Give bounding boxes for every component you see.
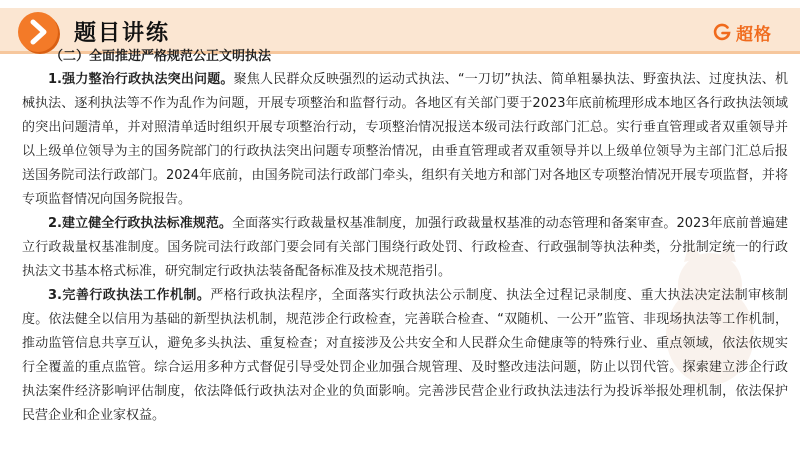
paragraph-2: [22, 212, 788, 284]
paragraph-1-body: 聚焦人民群众反映强烈的运动式执法、“一刀切”执法、简单粗暴执法、野蛮执法、过度执法、机械执法、逐利执法等不作为乱作为问题，开展专项整治和监督行动。各地区有关部门要于2023年底前梳理形成本地区各行政执法领域的突出问题清单，并对照清单适时组织开展专项整治行动，专项整治情况报送本级司法行政部门汇总。实行垂直管理或者双重领导并以上级单位领导为主的国务院部门的行政执法突出问题专项整治情况，由垂直管理或者双重领导并以上级单位领导为主部门汇总后报送国务院司法行政部门。2024年底前，由国务院司法行政部门牵头，组织有关地方和部门对各地区专项整治情况开展专项监督，并将专项监督情况向国务院报告。: [22, 72, 788, 207]
paragraph-2-body: 全面落实行政裁量权基准制度，加强行政裁量权基准的动态管理和备案审查。2023年底前普遍建立行政裁量权基准制度。国务院司法行政部门要会同有关部门围绕行政处罚、行政检查、行政强制等执法种类，分批制定统一的行政执法文书基本格式标准，研究制定行政执法装备配备标准及技术规范指引。: [22, 216, 789, 279]
content-body: [22, 46, 788, 428]
paragraph-3-lead: 3.完善行政执法工作机制。: [48, 288, 211, 303]
section-heading: （二）全面推进严格规范公正文明执法: [50, 49, 272, 64]
paragraph-3: [22, 284, 788, 428]
paragraph-3-body: 严格行政执法程序，全面落实行政执法公示制度、执法全过程记录制度、重大执法决定法制审核制度。依法健全以信用为基础的新型执法机制，规范涉企行政检查，完善联合检查、“双随机、一公开”监管、非现场执法等工作机制，推动监管信息共享互认，避免多头执法、重复检查；对直接涉及公共安全和人民群众生命健康等的特殊行业、重点领域，依法依规实行全覆盖的重点监管。综合运用多种方式督促引导受处罚企业加强合规管理、及时整改违法问题，防止以罚代管。探索建立涉企行政执法案件经济影响评估制度，依法降低行政执法对企业的负面影响。完善涉民营企业行政执法违法行为投诉举报处理机制，依法保护民营企业和企业家权益。: [22, 288, 788, 423]
page-title: 题目讲练: [74, 21, 171, 46]
brand-logo: [712, 18, 772, 46]
paragraph-1: [22, 68, 788, 212]
brand-name: 超格: [736, 24, 772, 45]
brand-g-icon: [712, 22, 732, 42]
paragraph-2-lead: 2.建立健全行政执法标准规范。: [48, 216, 233, 231]
paragraph-1-lead: 1.强力整治行政执法突出问题。: [48, 72, 234, 87]
